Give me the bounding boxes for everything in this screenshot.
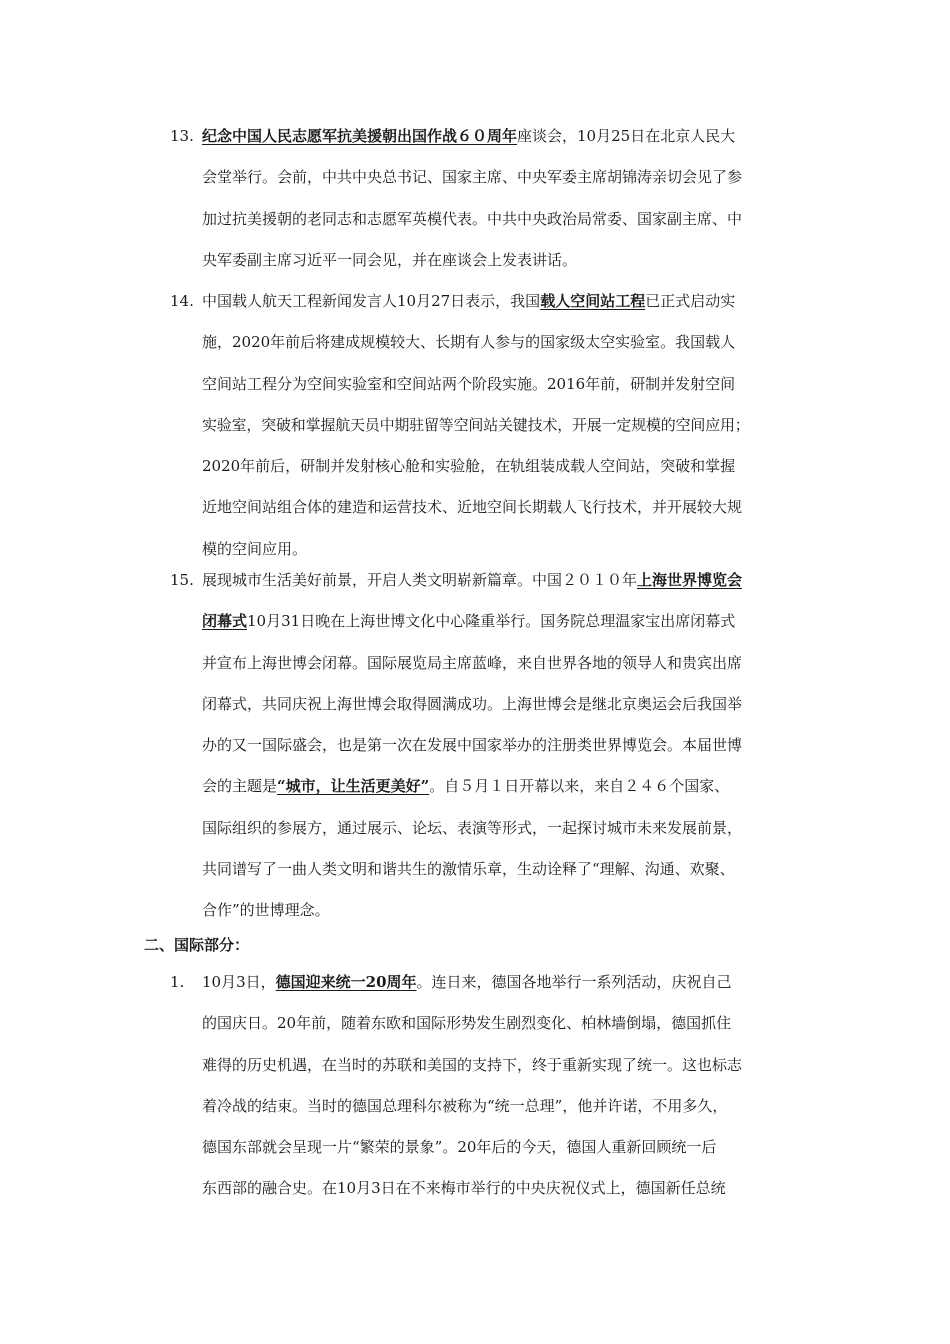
- text-line: [202, 281, 812, 322]
- text-line: 德国东部就会呈现一片“繁荣的景象”。20年后的今天，德国人重新回顾统一后: [202, 1138, 717, 1157]
- highlighted-term: 载人空间站工程: [540, 292, 646, 310]
- list-number: 13.: [170, 127, 194, 145]
- text-line: 近地空间站组合体的建造和运营技术、近地空间长期载人飞行技术，并开展较大规: [202, 498, 743, 517]
- text-line: [202, 766, 812, 807]
- highlighted-term: 德国迎来统一20周年: [275, 973, 417, 991]
- text-line: 2020年前后，研制并发射核心舱和实验舱，在轨组装成载人空间站，突破和掌握: [202, 457, 736, 476]
- highlighted-term: “城市，让生活更美好”: [277, 777, 430, 796]
- text-line: 共同谱写了一曲人类文明和谐共生的激情乐章，生动诠释了“理解、沟通、欢聚、: [202, 860, 735, 879]
- text-line: 闭幕式，共同庆祝上海世博会取得圆满成功。上海世博会是继北京奥运会后我国举: [202, 694, 743, 713]
- text-line: 着冷战的结束。当时的德国总理科尔被称为“统一总理”，他并许诺，不用多久，: [202, 1096, 728, 1115]
- text-line: 东西部的融合史。在10月3日在不来梅市举行的中央庆祝仪式上，德国新任总统: [202, 1179, 726, 1198]
- text-line: 模的空间应用。: [202, 539, 308, 558]
- text-line: 的国庆日。20年前，随着东欧和国际形势发生剧烈变化、柏林墙倒塌，德国抓住: [202, 1014, 732, 1033]
- text-line: 空间站工程分为空间实验室和空间站两个阶段实施。2016年前，研制并发射空间: [202, 374, 736, 393]
- list-number: 15.: [170, 571, 194, 589]
- list-item-body: [202, 560, 812, 932]
- text-line: [202, 560, 812, 601]
- highlighted-term: 纪念中国人民志愿军抗美援朝出国作战６０周年: [202, 127, 518, 145]
- text-line: [202, 601, 812, 642]
- text-run: 。自５月１日开幕以来，来自２４６个国家、: [429, 777, 730, 796]
- list-item-body: [202, 962, 812, 1210]
- text-run: 座谈会，10月25日在北京人民大: [517, 127, 736, 145]
- text-line: 合作”的世博理念。: [202, 901, 330, 920]
- text-run: 展现城市生活美好前景，开启人类文明崭新篇章。中国２０１０年: [202, 571, 638, 589]
- text-run: 。连日来，德国各地举行一系列活动，庆祝自己: [416, 973, 732, 991]
- text-run: 中国载人航天工程新闻发言人10月27日表示，我国: [202, 292, 541, 310]
- list-number: 1.: [170, 973, 185, 991]
- text-line: 办的又一国际盛会，也是第一次在发展中国家举办的注册类世界博览会。本届世博: [202, 736, 743, 755]
- text-run: 会的主题是: [202, 777, 278, 796]
- text-line: 央军委副主席习近平一同会见，并在座谈会上发表讲话。: [202, 250, 578, 269]
- highlighted-term: 闭幕式: [202, 612, 248, 631]
- list-item-body: [202, 281, 812, 570]
- text-line: [202, 962, 812, 1003]
- list-item-body: [202, 116, 812, 281]
- text-line: [202, 116, 812, 157]
- text-line: 国际组织的参展方，通过展示、论坛、表演等形式，一起探讨城市未来发展前景，: [202, 818, 743, 837]
- text-line: 施，2020年前后将建成规模较大、长期有人参与的国家级太空实验室。我国载人: [202, 333, 736, 352]
- text-run: 已正式启动实: [645, 292, 736, 310]
- highlighted-term: 上海世界博览会: [637, 571, 743, 589]
- text-line: 加过抗美援朝的老同志和志愿军英模代表。中共中央政治局常委、国家副主席、中: [202, 209, 743, 228]
- list-number: 14.: [170, 292, 194, 310]
- text-line: 并宣布上海世博会闭幕。国际展览局主席蓝峰，来自世界各地的领导人和贵宾出席: [202, 653, 743, 672]
- text-line: 实验室，突破和掌握航天员中期驻留等空间站关键技术，开展一定规模的空间应用；: [202, 415, 750, 434]
- text-run: 10月3日，: [202, 973, 276, 991]
- text-run: 10月31日晚在上海世博文化中心隆重举行。国务院总理温家宝出席闭幕式: [247, 612, 736, 631]
- section-heading: 二、国际部分：: [144, 936, 250, 954]
- text-line: 难得的历史机遇，在当时的苏联和美国的支持下，终于重新实现了统一。这也标志: [202, 1055, 743, 1074]
- text-line: 会堂举行。会前，中共中央总书记、国家主席、中央军委主席胡锦涛亲切会见了参: [202, 168, 743, 187]
